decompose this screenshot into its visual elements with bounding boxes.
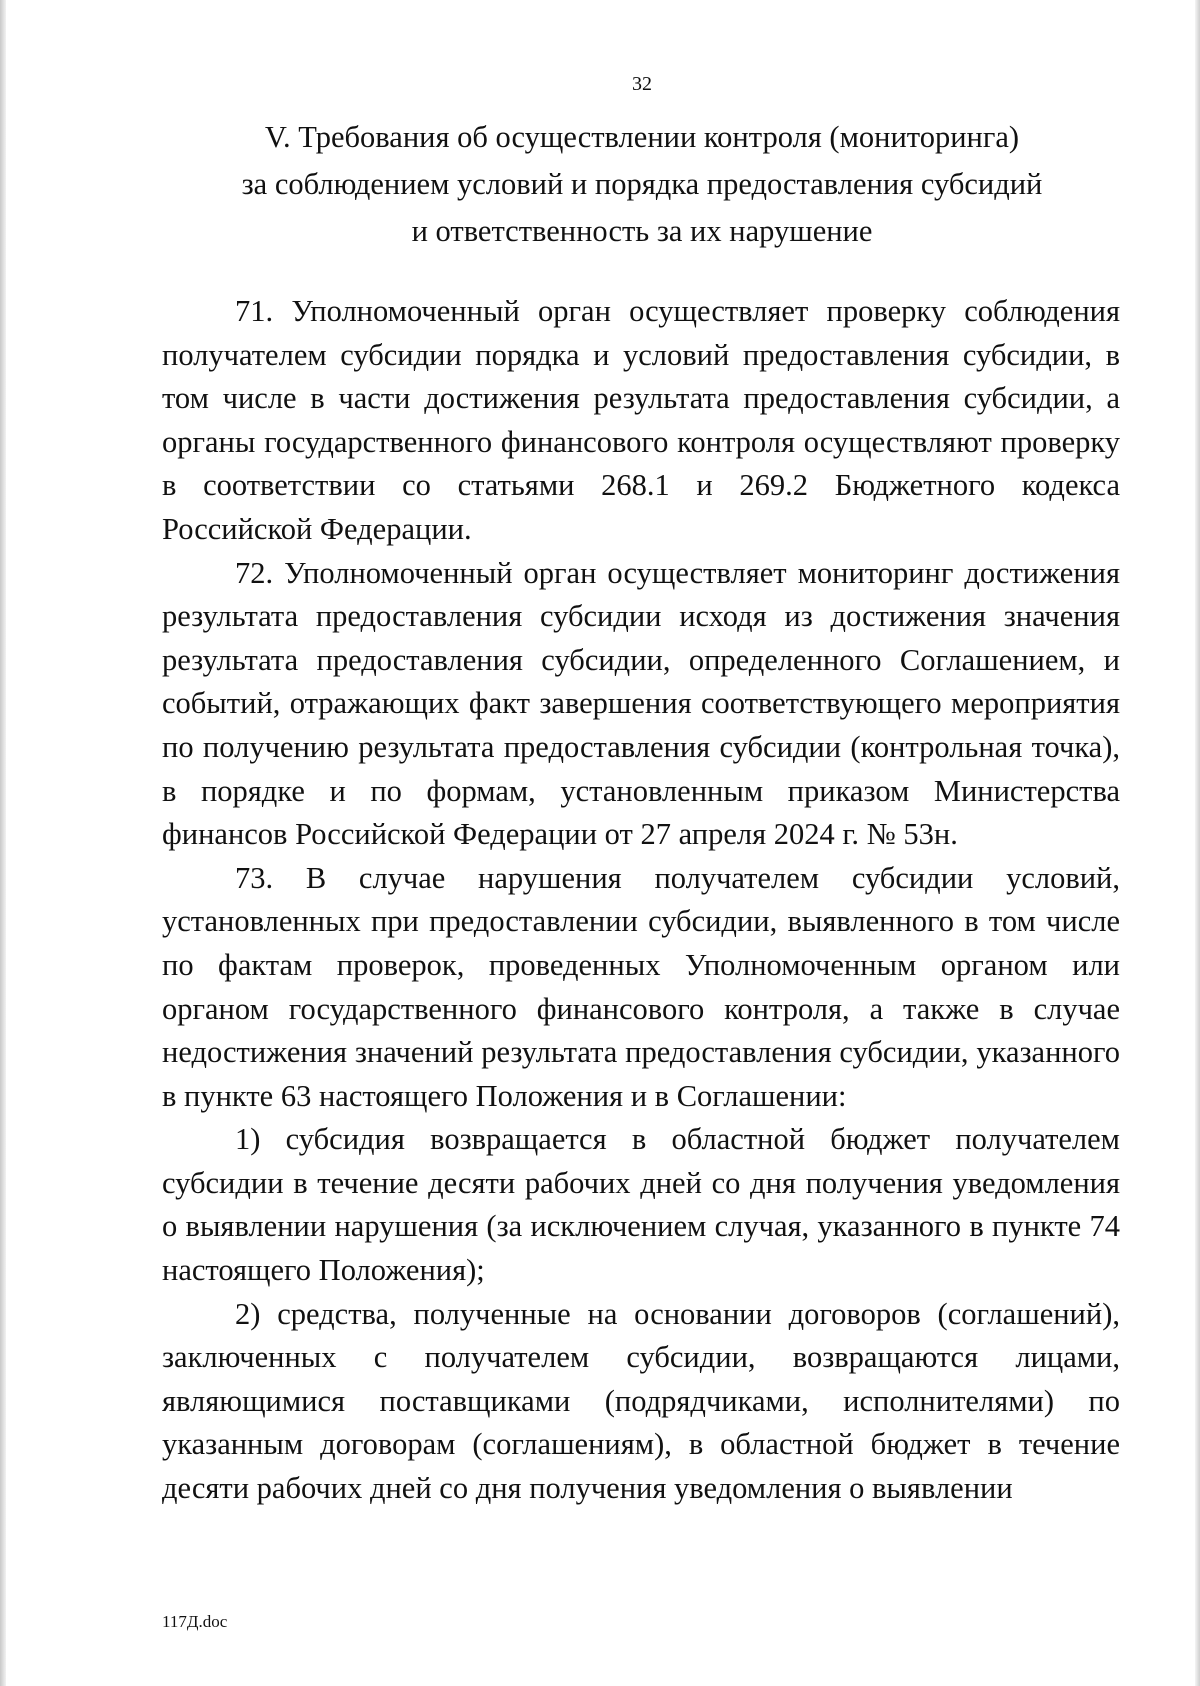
paragraph-73: 73. В случае нарушения получателем субсидии условий, установленных при предоставлении субсидии, выявленного в том числе по фактам проверок, проведенных Уполномоченным органом или органом государственного финансового контроля, а также в случае недостижения значений результата предоставления субсидии, указанного в пункте 63 настоящего Положения и в Соглашении: xyxy=(162,860,1120,1113)
page-number: 32 xyxy=(632,73,652,95)
heading-line: за соблюдением условий и порядка предоставления субсидий xyxy=(241,167,1043,201)
paragraph-71: 71. Уполномоченный орган осуществляет проверку соблюдения получателем субсидии порядка и условий предоставления субсидии, в том числе в части достижения результата предоставления субсидии, а органы государственного финансового контроля осуществляют проверку в соответствии со статьями 268.1 и 269.2 Бюджетного кодекса Российской Федерации. xyxy=(162,294,1120,546)
footer-filename: 117Д.doc xyxy=(162,1612,228,1631)
paragraph-72: 72. Уполномоченный орган осуществляет мониторинг достижения результата предоставления субсидии исходя из достижения значения результата предоставления субсидии, определенного Соглашением, и событий, отражающих факт завершения соответствующего мероприятия по получению результата предоставления субсидии (контрольная точка), в порядке и по формам, установленным приказом Министерства финансов Российской Федерации от 27 апреля 2024 г. № 53н. xyxy=(162,555,1120,852)
paragraph-73-item-2: 2) средства, полученные на основании договоров (соглашений), заключенных с получателем субсидии, возвращаются лицами, являющимися поставщиками (подрядчиками, исполнителями) по указанным договорам (соглашениям), в областной бюджет в течение десяти рабочих дней со дня получения уведомления о выявлении xyxy=(162,1296,1120,1506)
document-body xyxy=(162,290,1120,1511)
section-heading xyxy=(160,114,1124,255)
scan-edge-left xyxy=(0,0,6,1686)
heading-line: V. Требования об осуществлении контроля (мониторинга) xyxy=(264,120,1020,154)
heading-line: и ответственность за их нарушение xyxy=(411,214,873,248)
scan-edge-right xyxy=(1195,0,1200,1686)
paragraph-73-item-1: 1) субсидия возвращается в областной бюджет получателем субсидии в течение десяти рабочих дней со дня получения уведомления о выявлении нарушения (за исключением случая, указанного в пункте 74 настоящего Положения); xyxy=(162,1122,1120,1288)
